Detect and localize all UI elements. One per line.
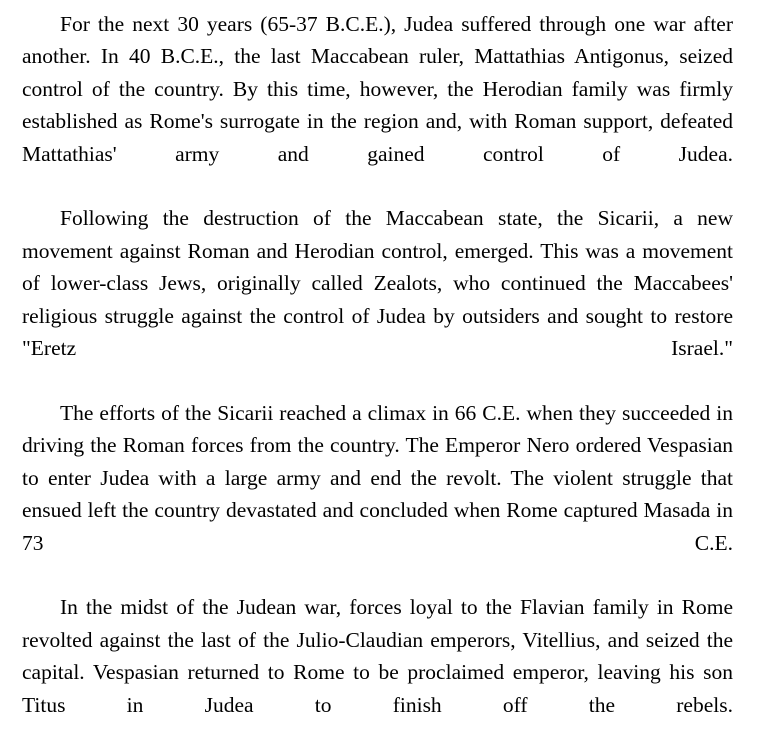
paragraph-4: In the midst of the Judean war, forces loyal to the Flavian family in Rome revolted against the last of the Julio-Claudian emperors, Vitellius, and seized the capital. Vespasian returned to Rome to be proclaimed emperor, leaving his son Titus in Judea to finish off the rebels. bbox=[22, 595, 733, 717]
body-text-block bbox=[22, 8, 733, 753]
paragraph-1: For the next 30 years (65-37 B.C.E.), Judea suffered through one war after another. In 40 B.C.E., the last Maccabean ruler, Mattathias Antigonus, seized control of the country. By this time, however, the Herodian family was firmly established as Rome's surrogate in the region and, with Roman support, defeated Mattathias' army and gained control of Judea. bbox=[22, 12, 733, 166]
paragraph-3: The efforts of the Sicarii reached a climax in 66 C.E. when they succeeded in driving the Roman forces from the country. The Emperor Nero ordered Vespasian to enter Judea with a large army and end the revolt. The violent struggle that ensued left the country devastated and concluded when Rome captured Masada in 73 C.E. bbox=[22, 400, 733, 555]
paragraph-2: Following the destruction of the Maccabean state, the Sicarii, a new movement against Roman and Herodian control, emerged. This was a movement of lower-class Jews, originally called Zealots, who continued the Maccabees' religious struggle against the control of Judea by outsiders and sought to restore "Eretz Israel." bbox=[22, 206, 733, 361]
